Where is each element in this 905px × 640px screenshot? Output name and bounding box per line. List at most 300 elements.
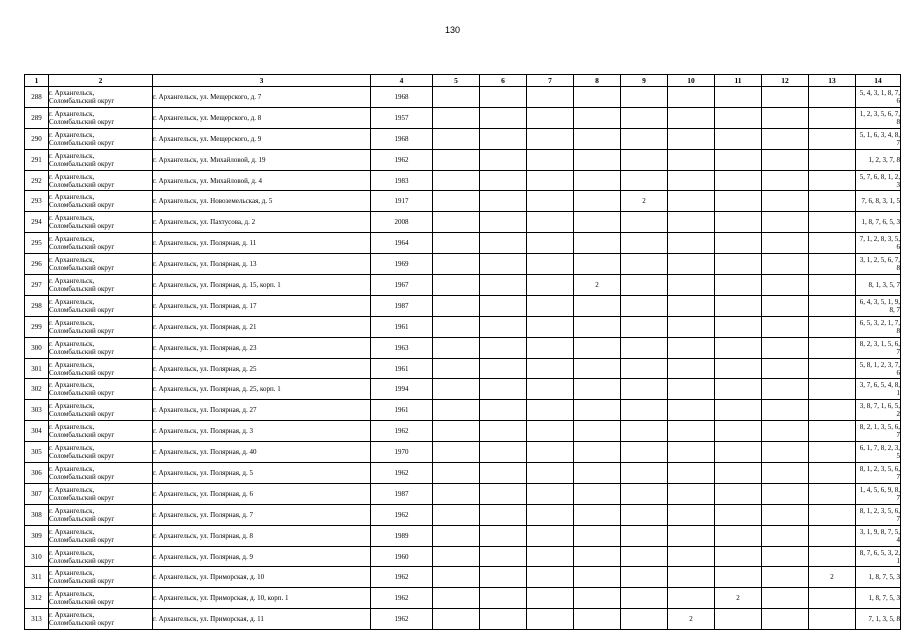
value-cell-col-9	[621, 504, 668, 525]
value-cell-col-9	[621, 379, 668, 400]
district-line: г. Архангельск,	[49, 214, 95, 223]
column-header-13: 13	[809, 75, 856, 87]
value-cell-col-9	[621, 483, 668, 504]
sequence-cell: 3, 1, 9, 8, 7, 5, 4	[856, 525, 901, 546]
year-cell: 1963	[371, 337, 433, 358]
year-cell: 1983	[371, 170, 433, 191]
district-line: г. Архангельск,	[49, 88, 95, 97]
row-number-cell: 305	[25, 442, 49, 463]
value-cell-col-6	[480, 546, 527, 567]
value-cell-col-12	[762, 275, 809, 296]
column-header-11: 11	[715, 75, 762, 87]
value-cell-col-12	[762, 609, 809, 630]
column-number-header-row	[25, 75, 901, 87]
value-cell-col-11	[715, 212, 762, 233]
district-line: Соломбальский округ	[49, 117, 115, 126]
district-line: Соломбальский округ	[49, 556, 115, 565]
value-cell-col-12	[762, 316, 809, 337]
value-cell-col-9	[621, 87, 668, 108]
value-cell-col-9	[621, 233, 668, 254]
value-cell-col-6	[480, 588, 527, 609]
value-cell-col-6	[480, 254, 527, 275]
address-cell: г. Архангельск, ул. Полярная, д. 6	[153, 483, 371, 504]
year-cell: 1961	[371, 358, 433, 379]
value-cell-col-8	[574, 128, 621, 149]
value-cell-col-5	[433, 483, 480, 504]
value-cell-col-13	[809, 442, 856, 463]
value-cell-col-7	[527, 212, 574, 233]
district-line: г. Архангельск,	[49, 548, 95, 557]
value-cell-col-6	[480, 567, 527, 588]
year-cell: 1962	[371, 609, 433, 630]
sequence-cell: 3, 1, 2, 5, 6, 7, 8	[856, 254, 901, 275]
value-cell-col-11	[715, 87, 762, 108]
district-cell	[49, 400, 153, 421]
district-cell	[49, 525, 153, 546]
value-cell-col-5	[433, 107, 480, 128]
value-cell-col-5	[433, 504, 480, 525]
district-cell	[49, 567, 153, 588]
row-number-cell: 297	[25, 275, 49, 296]
value-cell-col-5	[433, 400, 480, 421]
table-row	[25, 504, 901, 525]
district-line: г. Архангельск,	[49, 318, 95, 327]
value-cell-col-7	[527, 87, 574, 108]
value-cell-col-10	[668, 316, 715, 337]
table-row	[25, 295, 901, 316]
value-cell-col-11	[715, 170, 762, 191]
district-line: г. Архангельск,	[49, 444, 95, 453]
year-cell: 1968	[371, 87, 433, 108]
value-cell-col-11	[715, 525, 762, 546]
value-cell-col-10	[668, 170, 715, 191]
table-body	[25, 87, 901, 630]
value-cell-col-8	[574, 212, 621, 233]
district-cell	[49, 337, 153, 358]
value-cell-col-12	[762, 337, 809, 358]
value-cell-col-10	[668, 358, 715, 379]
district-line: Соломбальский округ	[49, 431, 115, 440]
address-cell: г. Архангельск, ул. Новоземельская, д. 5	[153, 191, 371, 212]
district-line: Соломбальский округ	[49, 598, 115, 607]
value-cell-col-6	[480, 483, 527, 504]
value-cell-col-5	[433, 525, 480, 546]
district-line: г. Архангельск,	[49, 256, 95, 265]
table-row	[25, 546, 901, 567]
district-line: г. Архангельск,	[49, 235, 95, 244]
value-cell-col-9	[621, 525, 668, 546]
value-cell-col-10	[668, 128, 715, 149]
value-cell-col-6	[480, 400, 527, 421]
district-cell	[49, 107, 153, 128]
value-cell-col-7	[527, 525, 574, 546]
value-cell-col-10	[668, 546, 715, 567]
column-header-14: 14	[856, 75, 901, 87]
value-cell-col-5	[433, 149, 480, 170]
table-row	[25, 442, 901, 463]
value-cell-col-8	[574, 567, 621, 588]
value-cell-col-7	[527, 295, 574, 316]
value-cell-col-7	[527, 358, 574, 379]
housing-register-table	[24, 74, 901, 630]
value-cell-col-10	[668, 379, 715, 400]
value-cell-col-13	[809, 609, 856, 630]
value-cell-col-9	[621, 400, 668, 421]
value-cell-col-10	[668, 107, 715, 128]
row-number-cell: 299	[25, 316, 49, 337]
column-header-9: 9	[621, 75, 668, 87]
sequence-cell: 1, 2, 3, 5, 6, 7, 8	[856, 107, 901, 128]
value-cell-col-13	[809, 421, 856, 442]
row-number-cell: 296	[25, 254, 49, 275]
district-line: г. Архангельск,	[49, 276, 95, 285]
value-cell-col-12	[762, 463, 809, 484]
value-cell-col-12	[762, 107, 809, 128]
district-cell	[49, 233, 153, 254]
row-number-cell: 290	[25, 128, 49, 149]
value-cell-col-12	[762, 170, 809, 191]
value-cell-col-11	[715, 149, 762, 170]
district-line: Соломбальский округ	[49, 201, 115, 210]
value-cell-col-11	[715, 546, 762, 567]
value-cell-col-8	[574, 483, 621, 504]
year-cell: 1987	[371, 483, 433, 504]
value-cell-col-10	[668, 421, 715, 442]
value-cell-col-13	[809, 546, 856, 567]
value-cell-col-5	[433, 254, 480, 275]
value-cell-col-7	[527, 254, 574, 275]
value-cell-col-12	[762, 442, 809, 463]
year-cell: 1970	[371, 442, 433, 463]
column-header-7: 7	[527, 75, 574, 87]
value-cell-col-10	[668, 254, 715, 275]
value-cell-col-6	[480, 275, 527, 296]
value-cell-col-12	[762, 254, 809, 275]
value-cell-col-13	[809, 525, 856, 546]
district-line: Соломбальский округ	[49, 159, 115, 168]
district-line: Соломбальский округ	[49, 535, 115, 544]
value-cell-col-8	[574, 588, 621, 609]
value-cell-col-9	[621, 295, 668, 316]
value-cell-col-8	[574, 421, 621, 442]
value-cell-col-6	[480, 316, 527, 337]
value-cell-col-7	[527, 107, 574, 128]
district-cell	[49, 588, 153, 609]
value-cell-col-5	[433, 546, 480, 567]
value-cell-col-11	[715, 483, 762, 504]
district-line: г. Архангельск,	[49, 506, 95, 515]
sequence-cell: 7, 1, 3, 5, 8	[856, 609, 901, 630]
value-cell-col-7	[527, 546, 574, 567]
sequence-cell: 1, 8, 7, 6, 5, 3	[856, 212, 901, 233]
value-cell-col-6	[480, 609, 527, 630]
year-cell: 1962	[371, 567, 433, 588]
table-row	[25, 588, 901, 609]
district-line: г. Архангельск,	[49, 360, 95, 369]
row-number-cell: 298	[25, 295, 49, 316]
value-cell-col-8	[574, 525, 621, 546]
year-cell: 1962	[371, 149, 433, 170]
address-cell: г. Архангельск, ул. Михайловой, д. 4	[153, 170, 371, 191]
value-cell-col-6	[480, 504, 527, 525]
value-cell-col-9	[621, 149, 668, 170]
value-cell-col-12	[762, 295, 809, 316]
value-cell-col-12	[762, 87, 809, 108]
column-header-1: 1	[25, 75, 49, 87]
value-cell-col-6	[480, 525, 527, 546]
value-cell-col-7	[527, 191, 574, 212]
row-number-cell: 301	[25, 358, 49, 379]
value-cell-col-12	[762, 546, 809, 567]
column-header-3: 3	[153, 75, 371, 87]
value-cell-col-6	[480, 87, 527, 108]
value-cell-col-7	[527, 170, 574, 191]
value-cell-col-6	[480, 463, 527, 484]
district-line: Соломбальский округ	[49, 243, 115, 252]
district-line: Соломбальский округ	[49, 577, 115, 586]
sequence-cell: 6, 5, 3, 2, 1, 7, 8	[856, 316, 901, 337]
value-cell-col-10	[668, 483, 715, 504]
district-line: Соломбальский округ	[49, 264, 115, 273]
district-line: Соломбальский округ	[49, 472, 115, 481]
address-cell: г. Архангельск, ул. Полярная, д. 21	[153, 316, 371, 337]
value-cell-col-5	[433, 337, 480, 358]
district-line: Соломбальский округ	[49, 493, 115, 502]
value-cell-col-13	[809, 212, 856, 233]
value-cell-col-13	[809, 275, 856, 296]
value-cell-col-10	[668, 337, 715, 358]
district-cell	[49, 421, 153, 442]
address-cell: г. Архангельск, ул. Полярная, д. 23	[153, 337, 371, 358]
value-cell-col-11	[715, 107, 762, 128]
value-cell-col-8	[574, 316, 621, 337]
year-cell: 1962	[371, 463, 433, 484]
value-cell-col-8	[574, 233, 621, 254]
value-cell-col-11	[715, 400, 762, 421]
value-cell-col-13	[809, 316, 856, 337]
row-number-cell: 311	[25, 567, 49, 588]
value-cell-col-5	[433, 128, 480, 149]
address-cell: г. Архангельск, ул. Приморская, д. 10	[153, 567, 371, 588]
value-cell-col-6	[480, 379, 527, 400]
district-line: г. Архангельск,	[49, 172, 95, 181]
district-line: Соломбальский округ	[49, 619, 115, 628]
sequence-cell: 3, 8, 7, 1, 6, 5, 2	[856, 400, 901, 421]
address-cell: г. Архангельск, ул. Полярная, д. 13	[153, 254, 371, 275]
sequence-cell: 7, 6, 8, 3, 1, 5	[856, 191, 901, 212]
sequence-cell: 8, 1, 2, 3, 5, 6, 7	[856, 463, 901, 484]
district-cell	[49, 191, 153, 212]
value-cell-col-13	[809, 149, 856, 170]
value-cell-col-8	[574, 442, 621, 463]
address-cell: г. Архангельск, ул. Приморская, д. 11	[153, 609, 371, 630]
address-cell: г. Архангельск, ул. Полярная, д. 25, корп. 1	[153, 379, 371, 400]
year-cell: 1968	[371, 128, 433, 149]
address-cell: г. Архангельск, ул. Мещерского, д. 8	[153, 107, 371, 128]
sequence-cell: 8, 1, 3, 5, 7	[856, 275, 901, 296]
value-cell-col-12	[762, 379, 809, 400]
year-cell: 1961	[371, 316, 433, 337]
row-number-cell: 303	[25, 400, 49, 421]
value-cell-col-13	[809, 128, 856, 149]
value-cell-col-7	[527, 233, 574, 254]
value-cell-col-10	[668, 588, 715, 609]
address-cell: г. Архангельск, ул. Полярная, д. 15, корп. 1	[153, 275, 371, 296]
address-cell: г. Архангельск, ул. Полярная, д. 17	[153, 295, 371, 316]
row-number-cell: 306	[25, 463, 49, 484]
sequence-cell: 1, 8, 7, 5, 3	[856, 588, 901, 609]
value-cell-col-6	[480, 191, 527, 212]
value-cell-col-5	[433, 442, 480, 463]
district-line: г. Архангельск,	[49, 423, 95, 432]
column-header-10: 10	[668, 75, 715, 87]
column-header-4: 4	[371, 75, 433, 87]
year-cell: 1962	[371, 421, 433, 442]
address-cell: г. Архангельск, ул. Полярная, д. 11	[153, 233, 371, 254]
table-row	[25, 400, 901, 421]
district-line: г. Архангельск,	[49, 381, 95, 390]
district-cell	[49, 546, 153, 567]
value-cell-col-7	[527, 316, 574, 337]
sequence-cell: 5, 8, 1, 2, 3, 7, 6	[856, 358, 901, 379]
district-line: г. Архангельск,	[49, 569, 95, 578]
district-line: г. Архангельск,	[49, 193, 95, 202]
value-cell-col-10	[668, 504, 715, 525]
district-cell	[49, 463, 153, 484]
value-cell-col-8	[574, 504, 621, 525]
value-cell-col-5	[433, 295, 480, 316]
column-header-6: 6	[480, 75, 527, 87]
value-cell-col-10	[668, 525, 715, 546]
value-cell-col-9	[621, 212, 668, 233]
year-cell: 1962	[371, 504, 433, 525]
row-number-cell: 292	[25, 170, 49, 191]
value-cell-col-9: 2	[621, 191, 668, 212]
district-line: г. Архангельск,	[49, 527, 95, 536]
table-row	[25, 358, 901, 379]
value-cell-col-5	[433, 275, 480, 296]
value-cell-col-11	[715, 379, 762, 400]
value-cell-col-12	[762, 421, 809, 442]
value-cell-col-10	[668, 275, 715, 296]
address-cell: г. Архангельск, ул. Полярная, д. 3	[153, 421, 371, 442]
value-cell-col-11	[715, 463, 762, 484]
column-header-12: 12	[762, 75, 809, 87]
value-cell-col-9	[621, 588, 668, 609]
value-cell-col-11	[715, 358, 762, 379]
district-cell	[49, 504, 153, 525]
district-cell	[49, 212, 153, 233]
value-cell-col-13	[809, 87, 856, 108]
value-cell-col-7	[527, 567, 574, 588]
value-cell-col-6	[480, 358, 527, 379]
value-cell-col-8	[574, 609, 621, 630]
value-cell-col-9	[621, 609, 668, 630]
value-cell-col-11	[715, 421, 762, 442]
table-row	[25, 191, 901, 212]
district-line: Соломбальский округ	[49, 347, 115, 356]
value-cell-col-12	[762, 525, 809, 546]
year-cell: 1961	[371, 400, 433, 421]
district-line: Соломбальский округ	[49, 305, 115, 314]
value-cell-col-11	[715, 567, 762, 588]
value-cell-col-11	[715, 191, 762, 212]
value-cell-col-10	[668, 212, 715, 233]
district-line: г. Архангельск,	[49, 151, 95, 160]
address-cell: г. Архангельск, ул. Полярная, д. 5	[153, 463, 371, 484]
value-cell-col-6	[480, 107, 527, 128]
district-line: г. Архангельск,	[49, 339, 95, 348]
address-cell: г. Архангельск, ул. Полярная, д. 40	[153, 442, 371, 463]
value-cell-col-8	[574, 400, 621, 421]
value-cell-col-9	[621, 567, 668, 588]
value-cell-col-10	[668, 149, 715, 170]
value-cell-col-13	[809, 191, 856, 212]
table-row	[25, 609, 901, 630]
value-cell-col-6	[480, 149, 527, 170]
value-cell-col-8	[574, 463, 621, 484]
value-cell-col-11	[715, 442, 762, 463]
value-cell-col-5	[433, 588, 480, 609]
row-number-cell: 309	[25, 525, 49, 546]
row-number-cell: 289	[25, 107, 49, 128]
district-line: г. Архангельск,	[49, 590, 95, 599]
value-cell-col-8	[574, 379, 621, 400]
sequence-cell: 1, 4, 5, 6, 9, 8, 7	[856, 483, 901, 504]
table-row	[25, 128, 901, 149]
district-cell	[49, 128, 153, 149]
sequence-cell: 6, 1, 7, 8, 2, 3, 5	[856, 442, 901, 463]
district-cell	[49, 609, 153, 630]
value-cell-col-7	[527, 421, 574, 442]
row-number-cell: 295	[25, 233, 49, 254]
value-cell-col-13	[809, 588, 856, 609]
table-row	[25, 170, 901, 191]
table-row	[25, 254, 901, 275]
value-cell-col-5	[433, 609, 480, 630]
district-cell	[49, 483, 153, 504]
district-line: г. Архангельск,	[49, 109, 95, 118]
value-cell-col-13	[809, 483, 856, 504]
district-line: г. Архангельск,	[49, 464, 95, 473]
sequence-cell: 5, 1, 6, 3, 4, 8, 7	[856, 128, 901, 149]
value-cell-col-12	[762, 191, 809, 212]
year-cell: 1989	[371, 525, 433, 546]
value-cell-col-13	[809, 400, 856, 421]
district-line: г. Архангельск,	[49, 611, 95, 620]
value-cell-col-7	[527, 504, 574, 525]
row-number-cell: 312	[25, 588, 49, 609]
year-cell: 1964	[371, 233, 433, 254]
row-number-cell: 291	[25, 149, 49, 170]
district-cell	[49, 275, 153, 296]
table-row	[25, 275, 901, 296]
value-cell-col-12	[762, 358, 809, 379]
table-row	[25, 483, 901, 504]
value-cell-col-9	[621, 254, 668, 275]
value-cell-col-7	[527, 463, 574, 484]
district-line: г. Архангельск,	[49, 402, 95, 411]
value-cell-col-6	[480, 442, 527, 463]
value-cell-col-5	[433, 316, 480, 337]
value-cell-col-10	[668, 191, 715, 212]
table-row	[25, 107, 901, 128]
year-cell: 1960	[371, 546, 433, 567]
value-cell-col-7	[527, 128, 574, 149]
value-cell-col-12	[762, 504, 809, 525]
value-cell-col-9	[621, 463, 668, 484]
sequence-cell: 5, 4, 3, 1, 8, 7, 6	[856, 87, 901, 108]
